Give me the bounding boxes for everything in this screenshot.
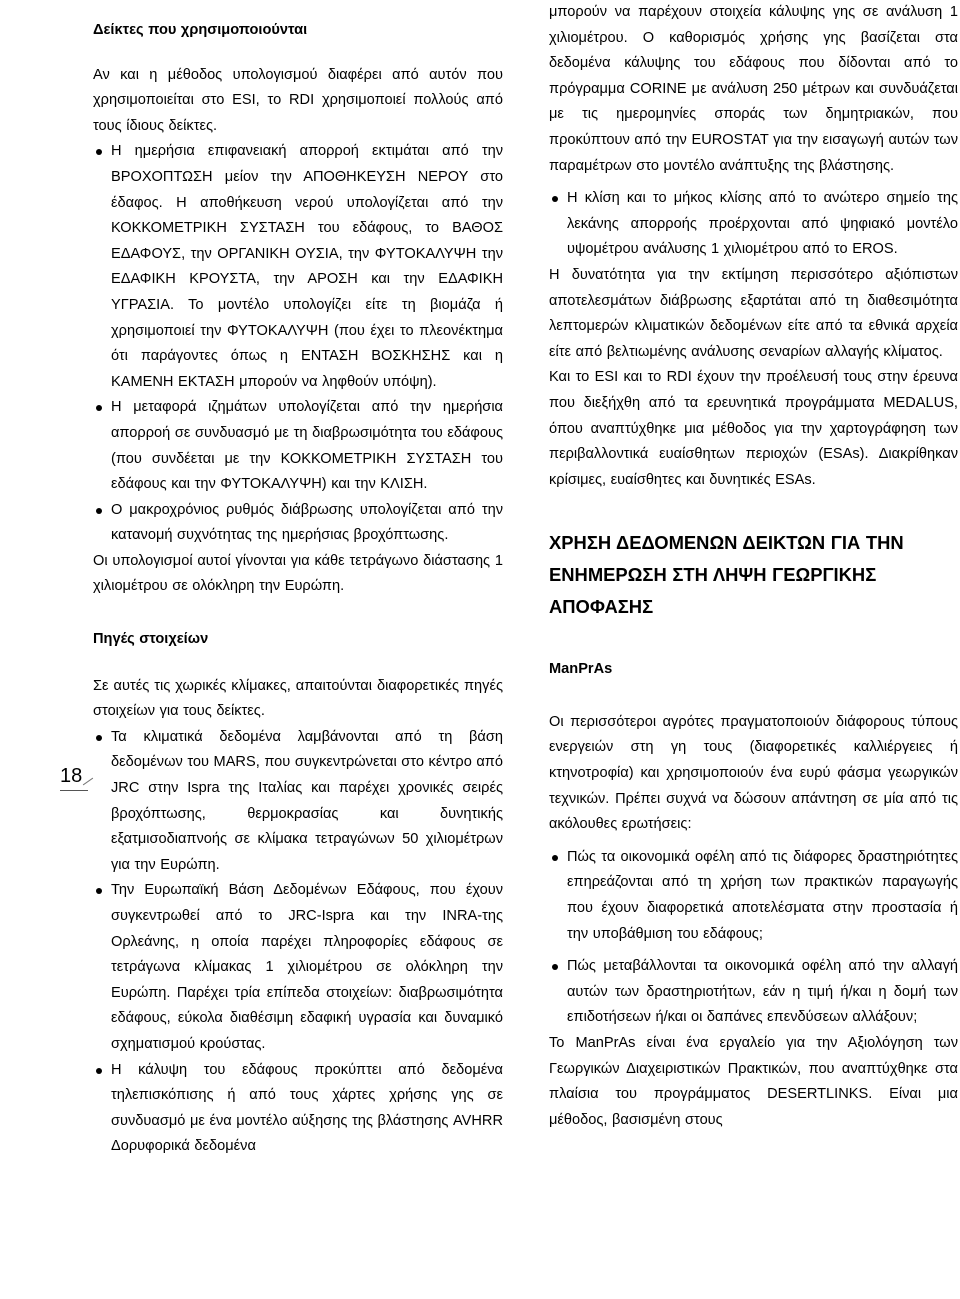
bullet-sediment: Η μεταφορά ιζημάτων υπολογίζεται από την ημερήσια απορροή σε συνδυασμό με τη διαβρωσιμότητα του εδάφους (που συνδέεται με την ΚΟΚΚΟΜΕΤΡΙΚΗ ΣΥΣΤΑΣΗ του εδάφους και την ΦΥΤΟΚΑΛΥΨΗ) και την ΚΛΙΣΗ. bbox=[111, 395, 503, 497]
reliability-paragraph: Η δυνατότητα για την εκτίμηση περισσότερο αξιόπιστων αποτελεσμάτων διάβρωσης εξαρτάται από τη διαθεσιμότητα λεπτομερών κλιματικών δεδομένων είτε από τα εθνικά αρχεία είτε από βελτιωμένης ανάλυσης σεναρίων αλλαγής κλίματος. bbox=[549, 266, 958, 360]
bullet-runoff: Η ημερήσια επιφανειακή απορροή εκτιμάται από την ΒΡΟΧΟΠΤΩΣΗ μείον την ΑΠΟΘΗΚΕΥΣΗ ΝΕΡΟΥ στο έδαφος. Η αποθήκευση νερού υπολογίζεται από την ΚΟΚΚΟΜΕΤΡΙΚΗ ΣΥΣΤΑΣΗ του εδάφους, το ΒΑΘΟΣ ΕΔΑΦΟΥΣ, την ΟΡΓΑΝΙΚΗ ΟΥΣΙΑ, την ΦΥΤΟΚΑΛΥΨΗ την ΕΔΑΦΙΚΗ ΚΡΟΥΣΤΑ, την ΑΡΟΣΗ και την ΕΔΑΦΙΚΗ ΥΓΡΑΣΙΑ. Το μοντέλο υπολογίζει είτε τη βιομάζα ή χρησιμοποιεί την ΦΥΤΟΚΑΛΥΨΗ (που έχει το πλεονέκτημα ότι παράγοντες όπως η ΕΝΤΑΣΗ ΒΟΣΚΗΣΗΣ και η ΚΑΜΕΝΗ ΕΚΤΑΣΗ μπορούν να ληφθούν υπόψη). bbox=[111, 139, 503, 395]
question-benefit-changes: Πώς μεταβάλλονται τα οικονομικά οφέλη από την αλλαγή αυτών των δραστηριοτήτων, εάν η τιμή ή/και η δομή των επιδοτήσεων ή/και οι δαπάνες επενδύσεων αλλάξουν; bbox=[567, 954, 958, 1031]
sources-bullet-list bbox=[93, 725, 503, 1160]
slope-bullet-list bbox=[549, 186, 958, 263]
bullet-slope: Η κλίση και το μήκος κλίσης από το ανώτερο σημείο της λεκάνης απορροής προέρχονται από ψηφιακό μοντέλο υψομέτρου ανάλυσης 1 χιλιομέτρου από το EROS. bbox=[567, 186, 958, 263]
subheading-manpras: ManPrAs bbox=[549, 661, 613, 678]
page-number-tick bbox=[83, 778, 93, 786]
left-column bbox=[93, 0, 503, 1160]
intro-paragraph: Αν και η μέθοδος υπολογισμού διαφέρει από αυτόν που χρησιμοποιείται στο ESI, το RDI χρησιμοποιεί πολλούς από τους ίδιους δείκτες. bbox=[93, 66, 503, 134]
origin-paragraph: Και το ESI και το RDI έχουν την προέλευσή τους στην έρευνα που διεξήχθη από τα ερευνητικά προγράμματα MEDALUS, όπου αναπτύχθηκε μια μέθοδος για την χαρτογράφηση των περιβαλλοντικά ευαίσθητων περιοχών (ESAs). Διακρίθηκαν κρίσιμες, ευαίσθητες και δυνητικές ESAs. bbox=[549, 369, 958, 488]
question-economic-benefits: Πώς τα οικονομικά οφέλη από τις διάφορες δραστηριότητες επηρεάζονται από τη χρήση των πρακτικών παραγωγής που έχουν διαφορετικά αποτελέσματα στην προστασία ή την υποβάθμιση του εδάφους; bbox=[567, 845, 958, 947]
section-heading-sources: Πηγές στοιχείων bbox=[93, 631, 209, 648]
manpras-paragraph: Το ManPrAs είναι ένα εργαλείο για την Αξιολόγηση των Γεωργικών Διαχειριστικών Πρακτικών, που αναπτύχθηκε στα πλαίσια του προγράμματος DESERTLINKS. Είναι μια μέθοδος, βασισμένη στους bbox=[549, 1035, 958, 1128]
indicator-bullet-list bbox=[93, 139, 503, 549]
section-title: ΧΡΗΣΗ ΔΕΔΟΜΕΝΩΝ ΔΕΙΚΤΩΝ ΓΙΑ ΤΗΝ ΕΝΗΜΕΡΩΣΗ ΣΤΗ ΛΗΨΗ ΓΕΩΡΓΙΚΗΣ ΑΠΟΦΑΣΗΣ bbox=[549, 532, 904, 618]
bullet-land-cover: Η κάλυψη του εδάφους προκύπτει από δεδομένα τηλεπισκόπισης ή από τους χάρτες χρήσης γης σε συνδυασμό με ένα μοντέλο αύξησης της βλάστησης AVHRR Δορυφορικά δεδομένα bbox=[111, 1058, 503, 1160]
page-number: 18 bbox=[60, 765, 83, 787]
right-column bbox=[549, 0, 958, 1133]
questions-bullet-list bbox=[549, 845, 958, 1031]
bullet-erosion-rate: Ο μακροχρόνιος ρυθμός διάβρωσης υπολογίζεται από την κατανομή συχνότητας της ημερήσιας βροχόπτωσης. bbox=[111, 498, 503, 549]
bullet-soil-database: Την Ευρωπαϊκή Βάση Δεδομένων Εδάφους, που έχουν συγκεντρωθεί από το JRC-Ispra και την INRA-της Ορλεάνης, η οποία παρέχει πληροφορίες εδάφους σε τετράγωνα κλίμακας 1 χιλιομέτρου σε ολόκληρη την Ευρώπη. Παρέχει τρία επίπεδα στοιχείων: διαβρωσιμότητα εδάφους, εύκολα διαθέσιμη εδαφική υγρασία και δυναμικό σχηματισμού κρούστας. bbox=[111, 878, 503, 1057]
bullet-climate-data: Τα κλιματικά δεδομένα λαμβάνονται από τη βάση δεδομένων του MARS, που συγκεντρώνεται στο κέντρο από JRC στην Ispra της Ιταλίας και παρέχει χρονικές σειρές βροχόπτωσης, θερμοκρασίας και δυνητικής εξατμισοδιαπνοής σε κλίμακα τετραγώνων 50 χιλιομέτρων για την Ευρώπη. bbox=[111, 725, 503, 879]
farmers-paragraph: Οι περισσότεροι αγρότες πραγματοποιούν διάφορους τύπους ενεργειών στη γη τους (διαφορετικές καλλιέργειες ή κτηνοτροφία) και χρησιμοποιούν ένα ευρύ φάσμα γεωργικών τεχνικών. Πρέπει συχνά να δώσουν απάντηση σε μία από τις ακόλουθες ερωτήσεις: bbox=[549, 713, 958, 833]
closing-paragraph: Οι υπολογισμοί αυτοί γίνονται για κάθε τετράγωνο διάστασης 1 χιλιομέτρου σε ολόκληρη την Ευρώπη. bbox=[93, 552, 503, 595]
continuation-paragraph: μπορούν να παρέχουν στοιχεία κάλυψης γης σε ανάλυση 1 χιλιομέτρου. Ο καθορισμός χρήσης γης βασίζεται στα δεδομένα κάλυψης του εδάφους που δίδονται από το πρόγραμμα CORINE με ανάλυση 250 μέτρων και συνδυάζεται με τις ημερομηνίες σποράς των δημητριακών, που προκύπτουν από την EUROSTAT για την εισαγωγή αυτών των παραμέτρων στο μοντέλο ανάπτυξης της βλάστησης. bbox=[549, 4, 958, 174]
sources-intro-paragraph: Σε αυτές τις χωρικές κλίμακες, απαιτούνται διαφορετικές πηγές στοιχείων για τους δείκτες. bbox=[93, 677, 503, 720]
section-heading-indicators: Δείκτες που χρησιμοποιούνται bbox=[93, 22, 308, 38]
page-number-rule bbox=[60, 790, 88, 791]
